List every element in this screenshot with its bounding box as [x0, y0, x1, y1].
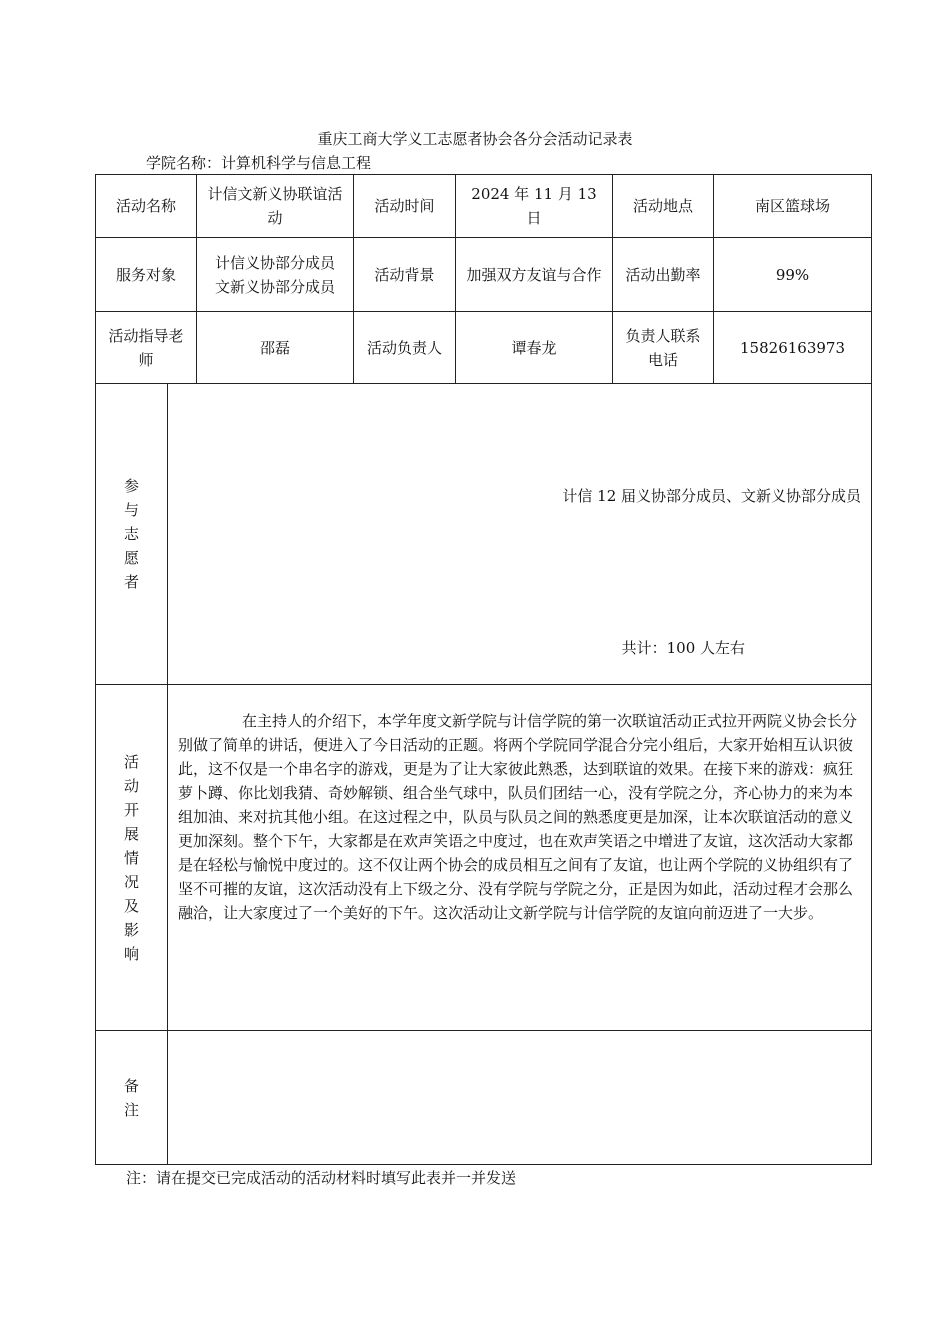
leader-phone-label: 负责人联系电话 [613, 312, 714, 384]
form-title: 重庆工商大学义工志愿者协会各分会活动记录表 [317, 130, 633, 148]
volunteers-total: 共计：100 人左右 [621, 639, 746, 657]
volunteers-label: 参 与 志 愿 者 [96, 384, 168, 685]
remarks-value [168, 1031, 872, 1165]
service-target-label: 服务对象 [96, 238, 197, 312]
activity-time-value: 2024 年 11 月 13 日 [456, 175, 613, 238]
table-row [96, 175, 872, 238]
table-row [96, 685, 872, 1031]
activity-summary-text: 在主持人的介绍下，本学年度文新学院与计信学院的第一次联谊活动正式拉开两院义协会长分别做了简单的讲话，便进入了今日活动的正题。将两个学院同学混合分完小组后，大家开始相互认识彼此，这不仅是一个串名字的游戏，更是为了让大家彼此熟悉，达到联谊的效果。在接下来的游戏：疯狂萝卜蹲、你比划我猜、奇妙解锁、组合坐气球中，队员们团结一心，没有学院之分，齐心协力的来为本组加油、来对抗其他小组。在这过程之中，队员与队员之间的熟悉度更是加深，让本次联谊活动的意义更加深刻。整个下午，大家都是在欢声笑语之中度过，也在欢声笑语之中增进了友谊，这次活动大家都是在轻松与愉悦中度过的。这不仅让两个协会的成员相互之间有了友谊，也让两个学院的义协组织有了坚不可摧的友谊，这次活动没有上下级之分、没有学院与学院之分，正是因为如此，活动过程才会那么融洽，让大家度过了一个美好的下午。这次活动让文新学院与计信学院的友谊向前迈进了一大步。 [178, 712, 858, 922]
footnote: 注：请在提交已完成活动的活动材料时填写此表并一并发送 [126, 1169, 517, 1187]
remarks-label: 备 注 [96, 1031, 168, 1165]
volunteers-cell [168, 384, 872, 685]
advisor-label: 活动指导老师 [96, 312, 197, 384]
advisor-value: 邵磊 [197, 312, 354, 384]
volunteers-list: 计信 12 届义协部分成员、文新义协部分成员 [562, 487, 862, 505]
leader-label: 活动负责人 [354, 312, 456, 384]
activity-place-value: 南区篮球场 [714, 175, 872, 238]
leader-phone-value: 15826163973 [714, 312, 872, 384]
activity-background-label: 活动背景 [354, 238, 456, 312]
table-row [96, 1031, 872, 1165]
college-name: 学院名称：计算机科学与信息工程 [146, 154, 372, 172]
activity-name-label: 活动名称 [96, 175, 197, 238]
activity-record-table [95, 174, 872, 1165]
activity-summary-label: 活 动 开 展 情 况 及 影 响 [96, 685, 168, 1031]
table-row [96, 384, 872, 685]
activity-summary-cell [168, 685, 872, 1031]
activity-name-value: 计信文新义协联谊活动 [197, 175, 354, 238]
activity-time-label: 活动时间 [354, 175, 456, 238]
activity-place-label: 活动地点 [613, 175, 714, 238]
activity-background-value: 加强双方友谊与合作 [456, 238, 613, 312]
service-target-value: 计信义协部分成员 文新义协部分成员 [197, 238, 354, 312]
attendance-rate-value: 99% [714, 238, 872, 312]
attendance-rate-label: 活动出勤率 [613, 238, 714, 312]
leader-value: 谭春龙 [456, 312, 613, 384]
table-row [96, 238, 872, 312]
table-row [96, 312, 872, 384]
